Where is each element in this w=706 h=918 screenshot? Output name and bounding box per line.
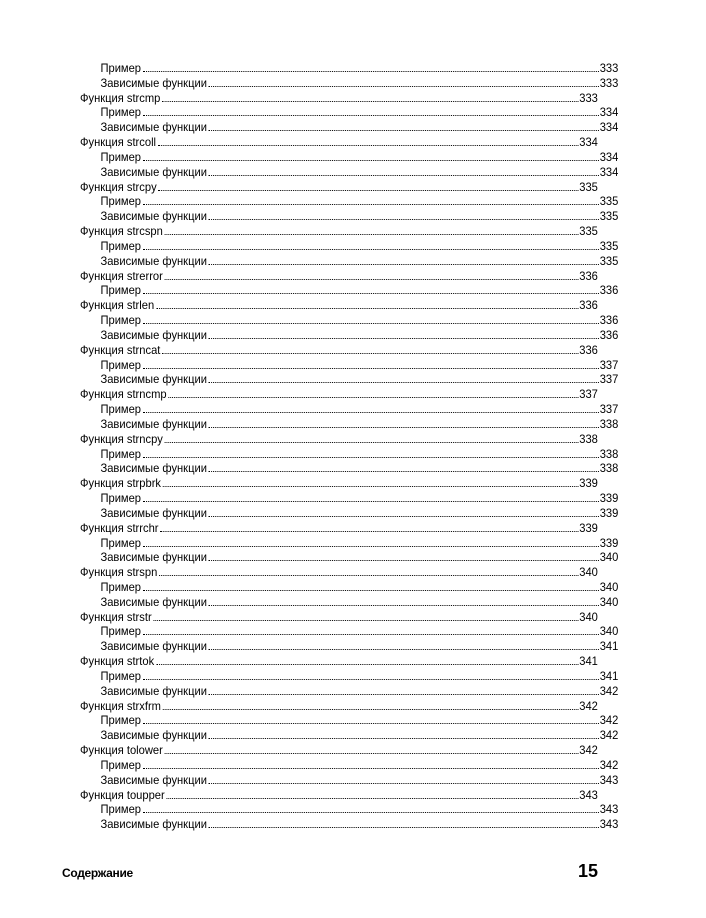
toc-entry-page: 341 bbox=[599, 668, 619, 683]
toc-entry-page: 334 bbox=[599, 105, 619, 120]
toc-entry-label: Функция strxfrm bbox=[80, 698, 161, 713]
toc-entry-label: Функция strtok bbox=[80, 654, 155, 669]
toc-dot-leader bbox=[209, 605, 599, 606]
toc-entry-page: 341 bbox=[599, 639, 619, 654]
toc-dot-leader bbox=[163, 709, 578, 710]
toc-entry-label: Функция strerror bbox=[80, 268, 163, 283]
toc-subsection-entry bbox=[80, 61, 618, 76]
toc-entry-page: 339 bbox=[599, 505, 619, 520]
toc-entry-label: Пример bbox=[100, 713, 142, 728]
table-of-contents bbox=[80, 61, 619, 832]
toc-entry-label: Зависимые функции bbox=[100, 550, 207, 565]
toc-dot-leader bbox=[209, 471, 599, 472]
toc-subsection-entry bbox=[80, 283, 618, 298]
toc-entry-page: 335 bbox=[599, 194, 619, 209]
toc-entry-label: Функция tolower bbox=[80, 743, 163, 758]
toc-entry-label: Функция strspn bbox=[80, 565, 158, 580]
toc-entry-label: Пример bbox=[100, 283, 142, 298]
toc-entry-page: 343 bbox=[599, 772, 619, 787]
toc-entry-label: Зависимые функции bbox=[100, 728, 207, 743]
toc-dot-leader bbox=[154, 620, 579, 621]
toc-dot-leader bbox=[143, 115, 599, 116]
toc-entry-label: Пример bbox=[100, 105, 142, 120]
toc-entry-label: Зависимые функции bbox=[100, 416, 207, 431]
toc-dot-leader bbox=[143, 293, 599, 294]
toc-section-entry bbox=[80, 654, 598, 669]
toc-entry-label: Зависимые функции bbox=[100, 75, 207, 90]
toc-entry-label: Пример bbox=[100, 757, 142, 772]
toc-entry-page: 337 bbox=[599, 357, 619, 372]
toc-subsection-entry bbox=[80, 194, 618, 209]
toc-dot-leader bbox=[158, 145, 578, 146]
toc-dot-leader bbox=[143, 546, 599, 547]
toc-subsection-entry bbox=[80, 817, 618, 832]
toc-entry-page: 341 bbox=[579, 654, 598, 669]
running-footer-title: Содержание bbox=[62, 866, 133, 880]
toc-dot-leader bbox=[165, 234, 579, 235]
toc-subsection-entry bbox=[80, 758, 618, 773]
toc-entry-label: Функция strlen bbox=[80, 298, 155, 313]
toc-subsection-entry bbox=[80, 639, 618, 654]
toc-dot-leader bbox=[156, 308, 578, 309]
toc-subsection-entry bbox=[80, 669, 618, 684]
toc-dot-leader bbox=[143, 590, 599, 591]
toc-section-entry bbox=[80, 135, 598, 150]
toc-dot-leader bbox=[159, 575, 578, 576]
toc-dot-leader bbox=[209, 738, 599, 739]
toc-dot-leader bbox=[162, 353, 578, 354]
toc-section-entry bbox=[80, 91, 598, 106]
toc-dot-leader bbox=[143, 71, 599, 72]
toc-subsection-entry bbox=[80, 120, 618, 135]
toc-entry-page: 337 bbox=[599, 372, 619, 387]
toc-subsection-entry bbox=[80, 802, 618, 817]
toc-entry-page: 338 bbox=[599, 446, 619, 461]
toc-section-entry bbox=[80, 224, 598, 239]
toc-entry-page: 342 bbox=[599, 728, 619, 743]
toc-entry-label: Пример bbox=[100, 491, 142, 506]
toc-section-entry bbox=[80, 610, 598, 625]
toc-dot-leader bbox=[143, 204, 599, 205]
toc-entry-label: Функция strncat bbox=[80, 342, 161, 357]
toc-dot-leader bbox=[209, 219, 599, 220]
toc-subsection-entry bbox=[80, 728, 618, 743]
toc-entry-label: Зависимые функции bbox=[100, 817, 207, 832]
toc-dot-leader bbox=[209, 516, 599, 517]
toc-dot-leader bbox=[143, 323, 599, 324]
toc-entry-page: 336 bbox=[579, 298, 598, 313]
toc-entry-label: Пример bbox=[100, 668, 142, 683]
toc-dot-leader bbox=[143, 768, 599, 769]
toc-entry-label: Пример bbox=[100, 624, 142, 639]
toc-entry-page: 336 bbox=[579, 342, 598, 357]
toc-entry-page: 339 bbox=[579, 520, 598, 535]
toc-dot-leader bbox=[143, 249, 599, 250]
toc-dot-leader bbox=[168, 397, 578, 398]
toc-entry-page: 342 bbox=[599, 757, 619, 772]
toc-dot-leader bbox=[162, 101, 578, 102]
toc-subsection-entry bbox=[80, 580, 618, 595]
toc-entry-page: 342 bbox=[599, 683, 619, 698]
toc-entry-label: Пример bbox=[100, 194, 142, 209]
toc-dot-leader bbox=[209, 827, 599, 828]
toc-section-entry bbox=[80, 269, 598, 284]
toc-dot-leader bbox=[143, 634, 599, 635]
toc-entry-label: Пример bbox=[100, 238, 142, 253]
toc-entry-label: Зависимые функции bbox=[100, 209, 207, 224]
toc-entry-label: Пример bbox=[100, 149, 142, 164]
toc-subsection-entry bbox=[80, 684, 618, 699]
toc-entry-label: Пример bbox=[100, 313, 142, 328]
toc-entry-page: 343 bbox=[599, 802, 619, 817]
toc-dot-leader bbox=[209, 427, 599, 428]
toc-entry-label: Функция strcmp bbox=[80, 90, 161, 105]
toc-dot-leader bbox=[209, 649, 599, 650]
toc-entry-page: 334 bbox=[599, 164, 619, 179]
toc-entry-page: 339 bbox=[599, 535, 619, 550]
toc-section-entry bbox=[80, 432, 598, 447]
toc-subsection-entry bbox=[80, 417, 618, 432]
toc-dot-leader bbox=[143, 368, 599, 369]
toc-entry-label: Зависимые функции bbox=[100, 461, 207, 476]
toc-entry-label: Пример bbox=[100, 579, 142, 594]
toc-dot-leader bbox=[143, 679, 599, 680]
toc-entry-label: Зависимые функции bbox=[100, 327, 207, 342]
toc-entry-page: 338 bbox=[599, 416, 619, 431]
toc-dot-leader bbox=[143, 812, 599, 813]
toc-entry-page: 334 bbox=[599, 149, 619, 164]
toc-entry-page: 333 bbox=[599, 75, 619, 90]
toc-entry-page: 336 bbox=[599, 313, 619, 328]
toc-entry-page: 343 bbox=[599, 817, 619, 832]
toc-entry-page: 335 bbox=[599, 209, 619, 224]
toc-entry-label: Пример bbox=[100, 357, 142, 372]
toc-dot-leader bbox=[160, 531, 578, 532]
toc-section-entry bbox=[80, 788, 598, 803]
toc-entry-page: 338 bbox=[579, 431, 598, 446]
toc-dot-leader bbox=[143, 160, 599, 161]
toc-entry-page: 337 bbox=[579, 387, 598, 402]
toc-entry-page: 336 bbox=[599, 327, 619, 342]
toc-entry-label: Пример bbox=[100, 402, 142, 417]
toc-entry-label: Функция strcoll bbox=[80, 135, 157, 150]
toc-entry-page: 338 bbox=[599, 461, 619, 476]
toc-entry-page: 342 bbox=[579, 743, 598, 758]
toc-entry-label: Зависимые функции bbox=[100, 372, 207, 387]
toc-section-entry bbox=[80, 521, 598, 536]
toc-section-entry bbox=[80, 343, 598, 358]
toc-section-entry bbox=[80, 565, 598, 580]
toc-entry-page: 334 bbox=[599, 120, 619, 135]
toc-subsection-entry bbox=[80, 461, 618, 476]
toc-dot-leader bbox=[209, 130, 599, 131]
toc-subsection-entry bbox=[80, 372, 618, 387]
toc-entry-label: Зависимые функции bbox=[100, 639, 207, 654]
toc-subsection-entry bbox=[80, 150, 618, 165]
toc-entry-label: Функция strstr bbox=[80, 609, 152, 624]
toc-entry-label: Функция strrchr bbox=[80, 520, 159, 535]
toc-dot-leader bbox=[159, 190, 579, 191]
toc-entry-label: Функция strcpy bbox=[80, 179, 157, 194]
toc-dot-leader bbox=[209, 560, 599, 561]
toc-entry-label: Функция strncmp bbox=[80, 387, 167, 402]
toc-subsection-entry bbox=[80, 491, 618, 506]
toc-subsection-entry bbox=[80, 328, 618, 343]
toc-entry-label: Зависимые функции bbox=[100, 164, 207, 179]
toc-entry-page: 335 bbox=[599, 253, 619, 268]
toc-subsection-entry bbox=[80, 402, 618, 417]
toc-entry-label: Зависимые функции bbox=[100, 772, 207, 787]
toc-section-entry bbox=[80, 180, 598, 195]
toc-subsection-entry bbox=[80, 773, 618, 788]
toc-entry-label: Пример bbox=[100, 535, 142, 550]
toc-dot-leader bbox=[165, 442, 579, 443]
toc-dot-leader bbox=[163, 486, 578, 487]
toc-entry-page: 343 bbox=[579, 787, 598, 802]
toc-dot-leader bbox=[143, 723, 599, 724]
toc-dot-leader bbox=[167, 798, 579, 799]
toc-entry-page: 333 bbox=[579, 90, 598, 105]
toc-entry-label: Зависимые функции bbox=[100, 594, 207, 609]
toc-dot-leader bbox=[165, 753, 579, 754]
toc-dot-leader bbox=[143, 457, 599, 458]
toc-section-entry bbox=[80, 699, 598, 714]
toc-entry-label: Зависимые функции bbox=[100, 505, 207, 520]
toc-entry-page: 340 bbox=[599, 550, 619, 565]
toc-entry-page: 337 bbox=[599, 402, 619, 417]
toc-entry-label: Зависимые функции bbox=[100, 253, 207, 268]
toc-dot-leader bbox=[209, 86, 599, 87]
toc-subsection-entry bbox=[80, 550, 618, 565]
toc-subsection-entry bbox=[80, 624, 618, 639]
toc-subsection-entry bbox=[80, 105, 618, 120]
toc-dot-leader bbox=[209, 338, 599, 339]
toc-subsection-entry bbox=[80, 254, 618, 269]
toc-dot-leader bbox=[209, 382, 599, 383]
toc-entry-label: Зависимые функции bbox=[100, 683, 207, 698]
toc-entry-page: 342 bbox=[599, 713, 619, 728]
toc-subsection-entry bbox=[80, 713, 618, 728]
toc-entry-page: 336 bbox=[599, 283, 619, 298]
toc-section-entry bbox=[80, 743, 598, 758]
toc-entry-page: 340 bbox=[599, 624, 619, 639]
toc-section-entry bbox=[80, 298, 598, 313]
toc-subsection-entry bbox=[80, 239, 618, 254]
toc-subsection-entry bbox=[80, 209, 618, 224]
toc-entry-page: 336 bbox=[579, 268, 598, 283]
toc-dot-leader bbox=[209, 694, 599, 695]
toc-entry-page: 340 bbox=[599, 594, 619, 609]
toc-dot-leader bbox=[209, 783, 599, 784]
toc-entry-label: Пример bbox=[100, 802, 142, 817]
toc-entry-page: 335 bbox=[579, 179, 598, 194]
toc-entry-page: 340 bbox=[579, 609, 598, 624]
toc-subsection-entry bbox=[80, 313, 618, 328]
toc-subsection-entry bbox=[80, 536, 618, 551]
toc-entry-label: Функция strcspn bbox=[80, 224, 163, 239]
toc-entry-label: Пример bbox=[100, 61, 142, 75]
toc-entry-page: 339 bbox=[579, 476, 598, 491]
toc-entry-page: 340 bbox=[599, 579, 619, 594]
page-number: 15 bbox=[578, 861, 599, 881]
toc-dot-leader bbox=[209, 264, 599, 265]
toc-subsection-entry bbox=[80, 76, 618, 91]
toc-section-entry bbox=[80, 387, 598, 402]
toc-entry-page: 334 bbox=[579, 135, 598, 150]
toc-subsection-entry bbox=[80, 447, 618, 462]
toc-entry-label: Зависимые функции bbox=[100, 120, 207, 135]
toc-entry-label: Пример bbox=[100, 446, 142, 461]
toc-subsection-entry bbox=[80, 506, 618, 521]
toc-dot-leader bbox=[143, 501, 599, 502]
toc-dot-leader bbox=[143, 412, 599, 413]
toc-entry-label: Функция strpbrk bbox=[80, 476, 161, 491]
toc-dot-leader bbox=[209, 175, 599, 176]
toc-entry-label: Функция strncpy bbox=[80, 431, 163, 446]
toc-subsection-entry bbox=[80, 358, 618, 373]
toc-section-entry bbox=[80, 476, 598, 491]
toc-entry-page: 335 bbox=[579, 224, 598, 239]
toc-entry-page: 339 bbox=[599, 491, 619, 506]
toc-dot-leader bbox=[165, 279, 579, 280]
toc-entry-page: 340 bbox=[579, 565, 598, 580]
toc-entry-page: 342 bbox=[579, 698, 598, 713]
toc-subsection-entry bbox=[80, 165, 618, 180]
toc-entry-page: 333 bbox=[599, 61, 619, 75]
toc-subsection-entry bbox=[80, 595, 618, 610]
toc-entry-page: 335 bbox=[599, 238, 619, 253]
toc-entry-label: Функция toupper bbox=[80, 787, 165, 802]
toc-dot-leader bbox=[156, 664, 578, 665]
